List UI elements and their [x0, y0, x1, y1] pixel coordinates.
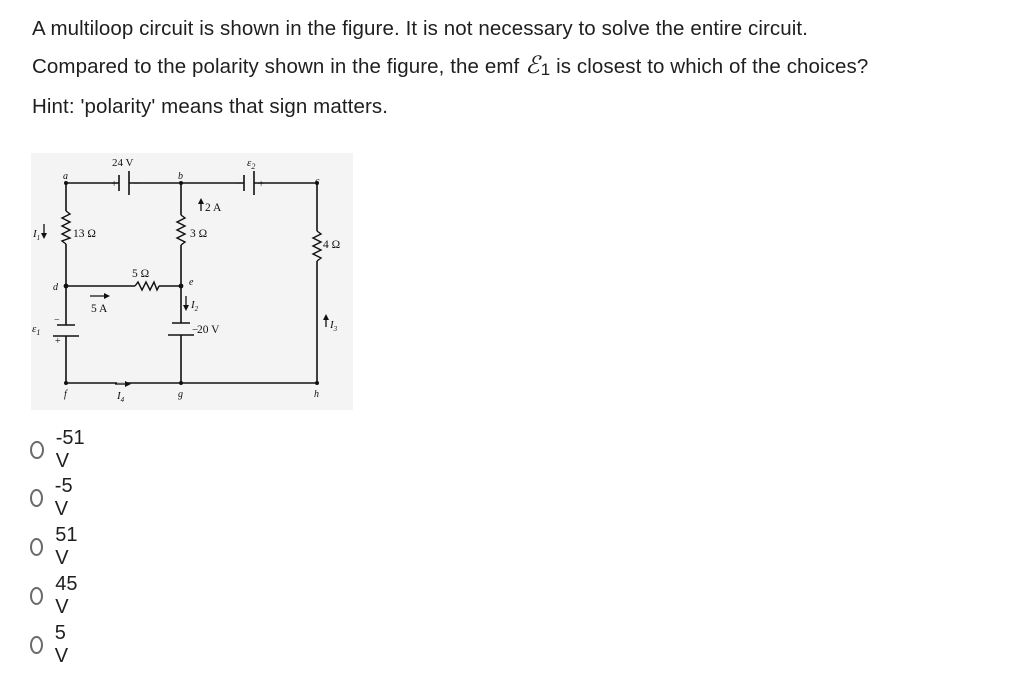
resistor-3-symbol: [177, 215, 185, 245]
minus-24v: −: [133, 178, 140, 190]
circuit-figure: [31, 153, 353, 410]
node-a-label: a: [63, 171, 68, 182]
arrow-I2-down: [183, 296, 189, 311]
minus-emf2: −: [236, 178, 243, 190]
label-emf1: [32, 323, 40, 337]
node-h-dot: [315, 381, 319, 385]
plus-emf2: +: [258, 178, 265, 190]
resistor-5-symbol: [135, 282, 159, 290]
I1-sub: 1: [36, 234, 41, 242]
node-d-label: d: [53, 282, 58, 293]
node-f-dot: [64, 381, 68, 385]
minus-emf1: −: [54, 315, 60, 326]
question-hint: Hint: 'polarity' means that sign matters.: [32, 95, 389, 118]
battery-24v-symbol: [119, 171, 129, 195]
node-b-label: b: [178, 171, 183, 182]
question-line-2-start: Compared to the polarity shown in the figure, the emf: [32, 55, 520, 78]
question-text: [32, 10, 1012, 125]
label-I2: [190, 299, 199, 313]
radio-button[interactable]: [30, 636, 43, 654]
arrow-I3-up: [323, 314, 329, 327]
label-4-ohm: 4 Ω: [323, 239, 341, 251]
option-3[interactable]: [30, 524, 82, 569]
option-5[interactable]: [30, 622, 73, 667]
label-I1: [32, 228, 40, 242]
question-line-2: [32, 47, 1012, 88]
label-I4: [116, 390, 125, 404]
question-line-2-end: is closest to which of the choices?: [556, 55, 869, 78]
option-label: -5 V: [54, 475, 73, 520]
label-20v: 20 V: [197, 324, 220, 336]
node-g-dot: [179, 381, 183, 385]
option-label: 45 V: [55, 573, 78, 618]
node-h-label: h: [314, 389, 319, 400]
node-g-label: g: [178, 389, 183, 400]
radio-button[interactable]: [30, 587, 43, 605]
plus-24v: +: [111, 178, 118, 190]
I3-sub: 3: [333, 325, 338, 333]
label-13-ohm: 13 Ω: [73, 228, 96, 240]
arrow-I4-right: [115, 381, 131, 387]
I2-symbol: I: [191, 299, 195, 311]
radio-button[interactable]: [30, 489, 43, 507]
I3-symbol: I: [330, 319, 334, 331]
node-d-dot: [64, 284, 69, 289]
minus-20v: −: [192, 324, 199, 336]
option-label: -51 V: [55, 427, 85, 472]
label-3-ohm: 3 Ω: [190, 228, 208, 240]
label-5A: 5 A: [91, 303, 108, 315]
node-f-label: f: [64, 389, 67, 400]
option-4[interactable]: [30, 573, 82, 618]
battery-emf2-symbol: [244, 171, 254, 195]
emf2-symbol: ε: [247, 157, 252, 169]
emf1-sub: 1: [36, 328, 41, 337]
radio-button[interactable]: [30, 538, 43, 556]
label-2A: 2 A: [205, 202, 222, 214]
option-label: 51 V: [55, 524, 78, 569]
question-line-1: A multiloop circuit is shown in the figure. It is not necessary to solve the entire circuit.: [32, 17, 809, 40]
option-label: 5 V: [54, 622, 69, 667]
emf-symbol: ℰ: [525, 51, 540, 79]
resistor-13-symbol: [62, 211, 70, 244]
I1-symbol: I: [33, 228, 37, 240]
radio-button[interactable]: [30, 441, 44, 459]
arrow-2A-up: [198, 198, 204, 211]
node-e-label: e: [189, 277, 194, 288]
arrow-I1-down: [41, 224, 47, 239]
option-1[interactable]: [30, 427, 89, 472]
node-e-dot: [179, 284, 184, 289]
label-I3: [329, 319, 338, 333]
label-5-ohm: 5 Ω: [132, 268, 150, 280]
I4-symbol: I: [117, 390, 121, 402]
I2-sub: 2: [194, 305, 199, 313]
emf-subscript: 1: [540, 60, 551, 79]
option-2[interactable]: [30, 475, 78, 520]
resistor-4-symbol: [313, 231, 321, 261]
emf2-sub: 2: [251, 162, 256, 171]
battery-20v-symbol: [168, 323, 194, 343]
node-c-label: c: [315, 176, 320, 187]
plus-emf1: +: [55, 336, 61, 347]
label-24v: 24 V: [112, 157, 134, 169]
circuit-diagram: [31, 153, 353, 410]
I4-sub: 4: [120, 396, 125, 404]
emf1-symbol: ε: [32, 323, 37, 335]
arrow-5A-right: [90, 293, 110, 299]
label-emf2: [247, 157, 255, 171]
